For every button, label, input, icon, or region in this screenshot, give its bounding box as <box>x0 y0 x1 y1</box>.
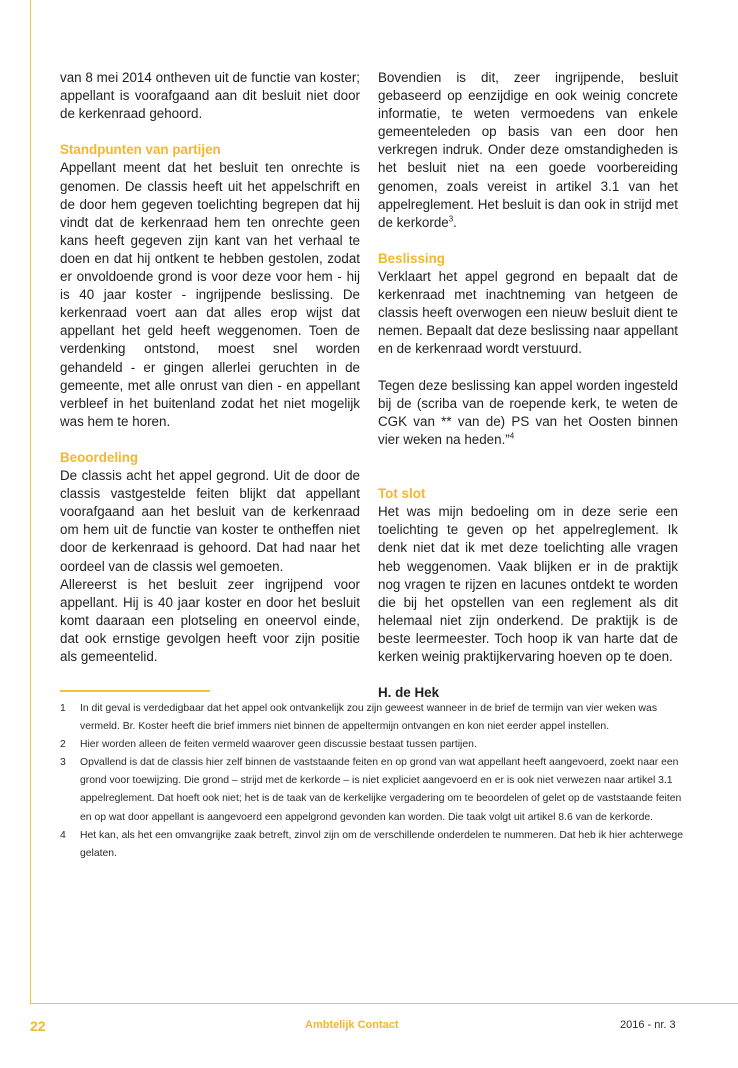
footnote-number: 3 <box>60 757 66 769</box>
paragraph-text: Tegen deze beslissing kan appel worden ingesteld bij de (scriba van de roepende kerk, te weten de CGK van ** van de) PS van het Oosten binnen vier weken na heden.” <box>378 377 678 447</box>
footnote-text: Opvallend is dat de classis hier zelf binnen de vaststaande feiten en op grond van wat appellant heeft aangevoerd, zoekt naar een grond voor toewijzing. Die grond – strijd met de kerkorde – is niet expliciet aangevoerd en er is ook niet verwezen naar artikel 3.1 appelreglement. Dat hoeft ook niet; het is de taak van de kerkelijke vergadering om te beoordelen of gelet op de vaststaande feiten en op wat door appellant is aangevoerd een appelgrond gevonden kan worden. Die taak volgt uit artikel 8.6 van de kerkorde. <box>80 757 682 823</box>
footnote-ref[interactable]: 3 <box>448 214 454 224</box>
section-heading: Beslissing <box>378 250 445 266</box>
paragraph: van 8 mei 2014 ontheven uit de functie van koster; appellant is voorafgaand aan dit besluit niet door de kerkenraad gehoord. <box>60 70 360 122</box>
footnote-number: 4 <box>60 829 66 841</box>
paragraph: Het was mijn bedoeling om in deze serie een toelichting te geven op het appelreglement. Ik denk niet dat ik met deze toelichting alle vragen heb weggenomen. Vaak blijken er in de praktijk nog vragen te rijzen en lacunes ontdekt te worden die bij het opstellen van een reglement als dit helemaal niet zijn onderkend. De praktijk is de beste leermeester. Toch hoop ik van harte dat de kerken weinig praktijkervaring hoeven op te doen. <box>378 504 678 664</box>
author-signature: H. de Hek <box>378 685 440 701</box>
frame-line-vertical <box>30 0 31 1003</box>
footnote-text: Het kan, als het een omvangrijke zaak betreft, zinvol zijn om de verschillende onderdelen te nummeren. Dat heb ik hier achterwege gelaten. <box>80 829 683 859</box>
footnotes <box>60 700 690 863</box>
footnote-divider <box>60 690 210 692</box>
footnote-text: Hier worden alleen de feiten vermeld waarover geen discussie bestaat tussen partijen. <box>80 739 477 751</box>
footnote-number: 2 <box>60 739 66 751</box>
section-heading: Tot slot <box>378 486 426 502</box>
left-column <box>60 69 360 666</box>
footnote <box>60 736 690 754</box>
frame-line-horizontal <box>30 1003 738 1004</box>
paragraph: Appellant meent dat het besluit ten onrechte is genomen. De classis heeft uit het appelschrift en de door hem gegeven toelichting begrepen dat hij vindt dat de kerkenraad hem ten onrechte geen kans heeft gegeven zijn kant van het verhaal te doen en dat hij ontkent te hebben gestolen, zodat er onvoldoende grond is voor deze voor hem - hij is 40 jaar koster - ingrijpende beslissing. De kerkenraad voert aan dat alles erop wijst dat appellant het geld heeft weggenomen. Toen de verdenking ontstond, moest snel worden gehandeld - er gingen allerlei geruchten in de gemeente, met alle onrust van dien - en appellant verbleef in het buitenland zodat het niet mogelijk was hem te horen. <box>60 160 360 429</box>
publication-title: Ambtelijk Contact <box>305 1019 399 1031</box>
paragraph-end: . <box>453 214 457 230</box>
footnote-number: 1 <box>60 703 66 714</box>
paragraph <box>378 69 678 232</box>
paragraph: De classis acht het appel gegrond. Uit de door de classis vastgestelde feiten blijkt dat appellant voorafgaand aan het besluit van de kerkenraad om hem uit de functie van koster te ontheffen niet door de kerkenraad is gehoord. Dat had naar het oordeel van de classis wel gemoeten. <box>60 468 360 574</box>
right-column <box>378 69 678 702</box>
paragraph: Verklaart het appel gegrond en bepaalt dat de kerkenraad met inachtneming van hetgeen de classis heeft overwogen een nieuw besluit dient te nemen. Bepaalt dat deze beslissing naar appellant en de kerkenraad wordt verstuurd. <box>378 269 679 357</box>
footnote <box>60 754 690 826</box>
issue-label: 2016 - nr. 3 <box>620 1019 676 1031</box>
page-number: 22 <box>30 1018 46 1034</box>
footnote-ref[interactable]: 4 <box>509 431 515 441</box>
footnote-text: In dit geval is verdedigbaar dat het appel ook ontvankelijk zou zijn geweest wanneer in de brief de termijn van vier weken was vermeld. Br. Koster heeft die brief immers niet binnen de appeltermijn ontvangen en kon niet eerder appel instellen. <box>80 703 658 733</box>
footnote <box>60 700 690 736</box>
footnote <box>60 827 690 863</box>
section-heading: Standpunten van partijen <box>60 142 221 158</box>
paragraph <box>378 377 678 449</box>
paragraph: Allereerst is het besluit zeer ingrijpend voor appellant. Hij is 40 jaar koster en door het besluit komt daaraan een plotseling en oneervol einde, dat ook ernstige gevolgen heeft voor zijn positie als gemeentelid. <box>60 576 360 664</box>
paragraph-text: Bovendien is dit, zeer ingrijpende, besluit gebaseerd op eenzijdige en ook weinig concrete informatie, te weten vermoedens van enkele gemeenteleden op basis van een door hen verkregen indruk. Onder deze omstandigheden is het besluit niet na een goede voorbereiding genomen, zoals vereist in artikel 3.1 van het appelreglement. Het besluit is dan ook in strijd met de kerkorde <box>378 70 678 230</box>
section-heading: Beoordeling <box>60 449 139 465</box>
